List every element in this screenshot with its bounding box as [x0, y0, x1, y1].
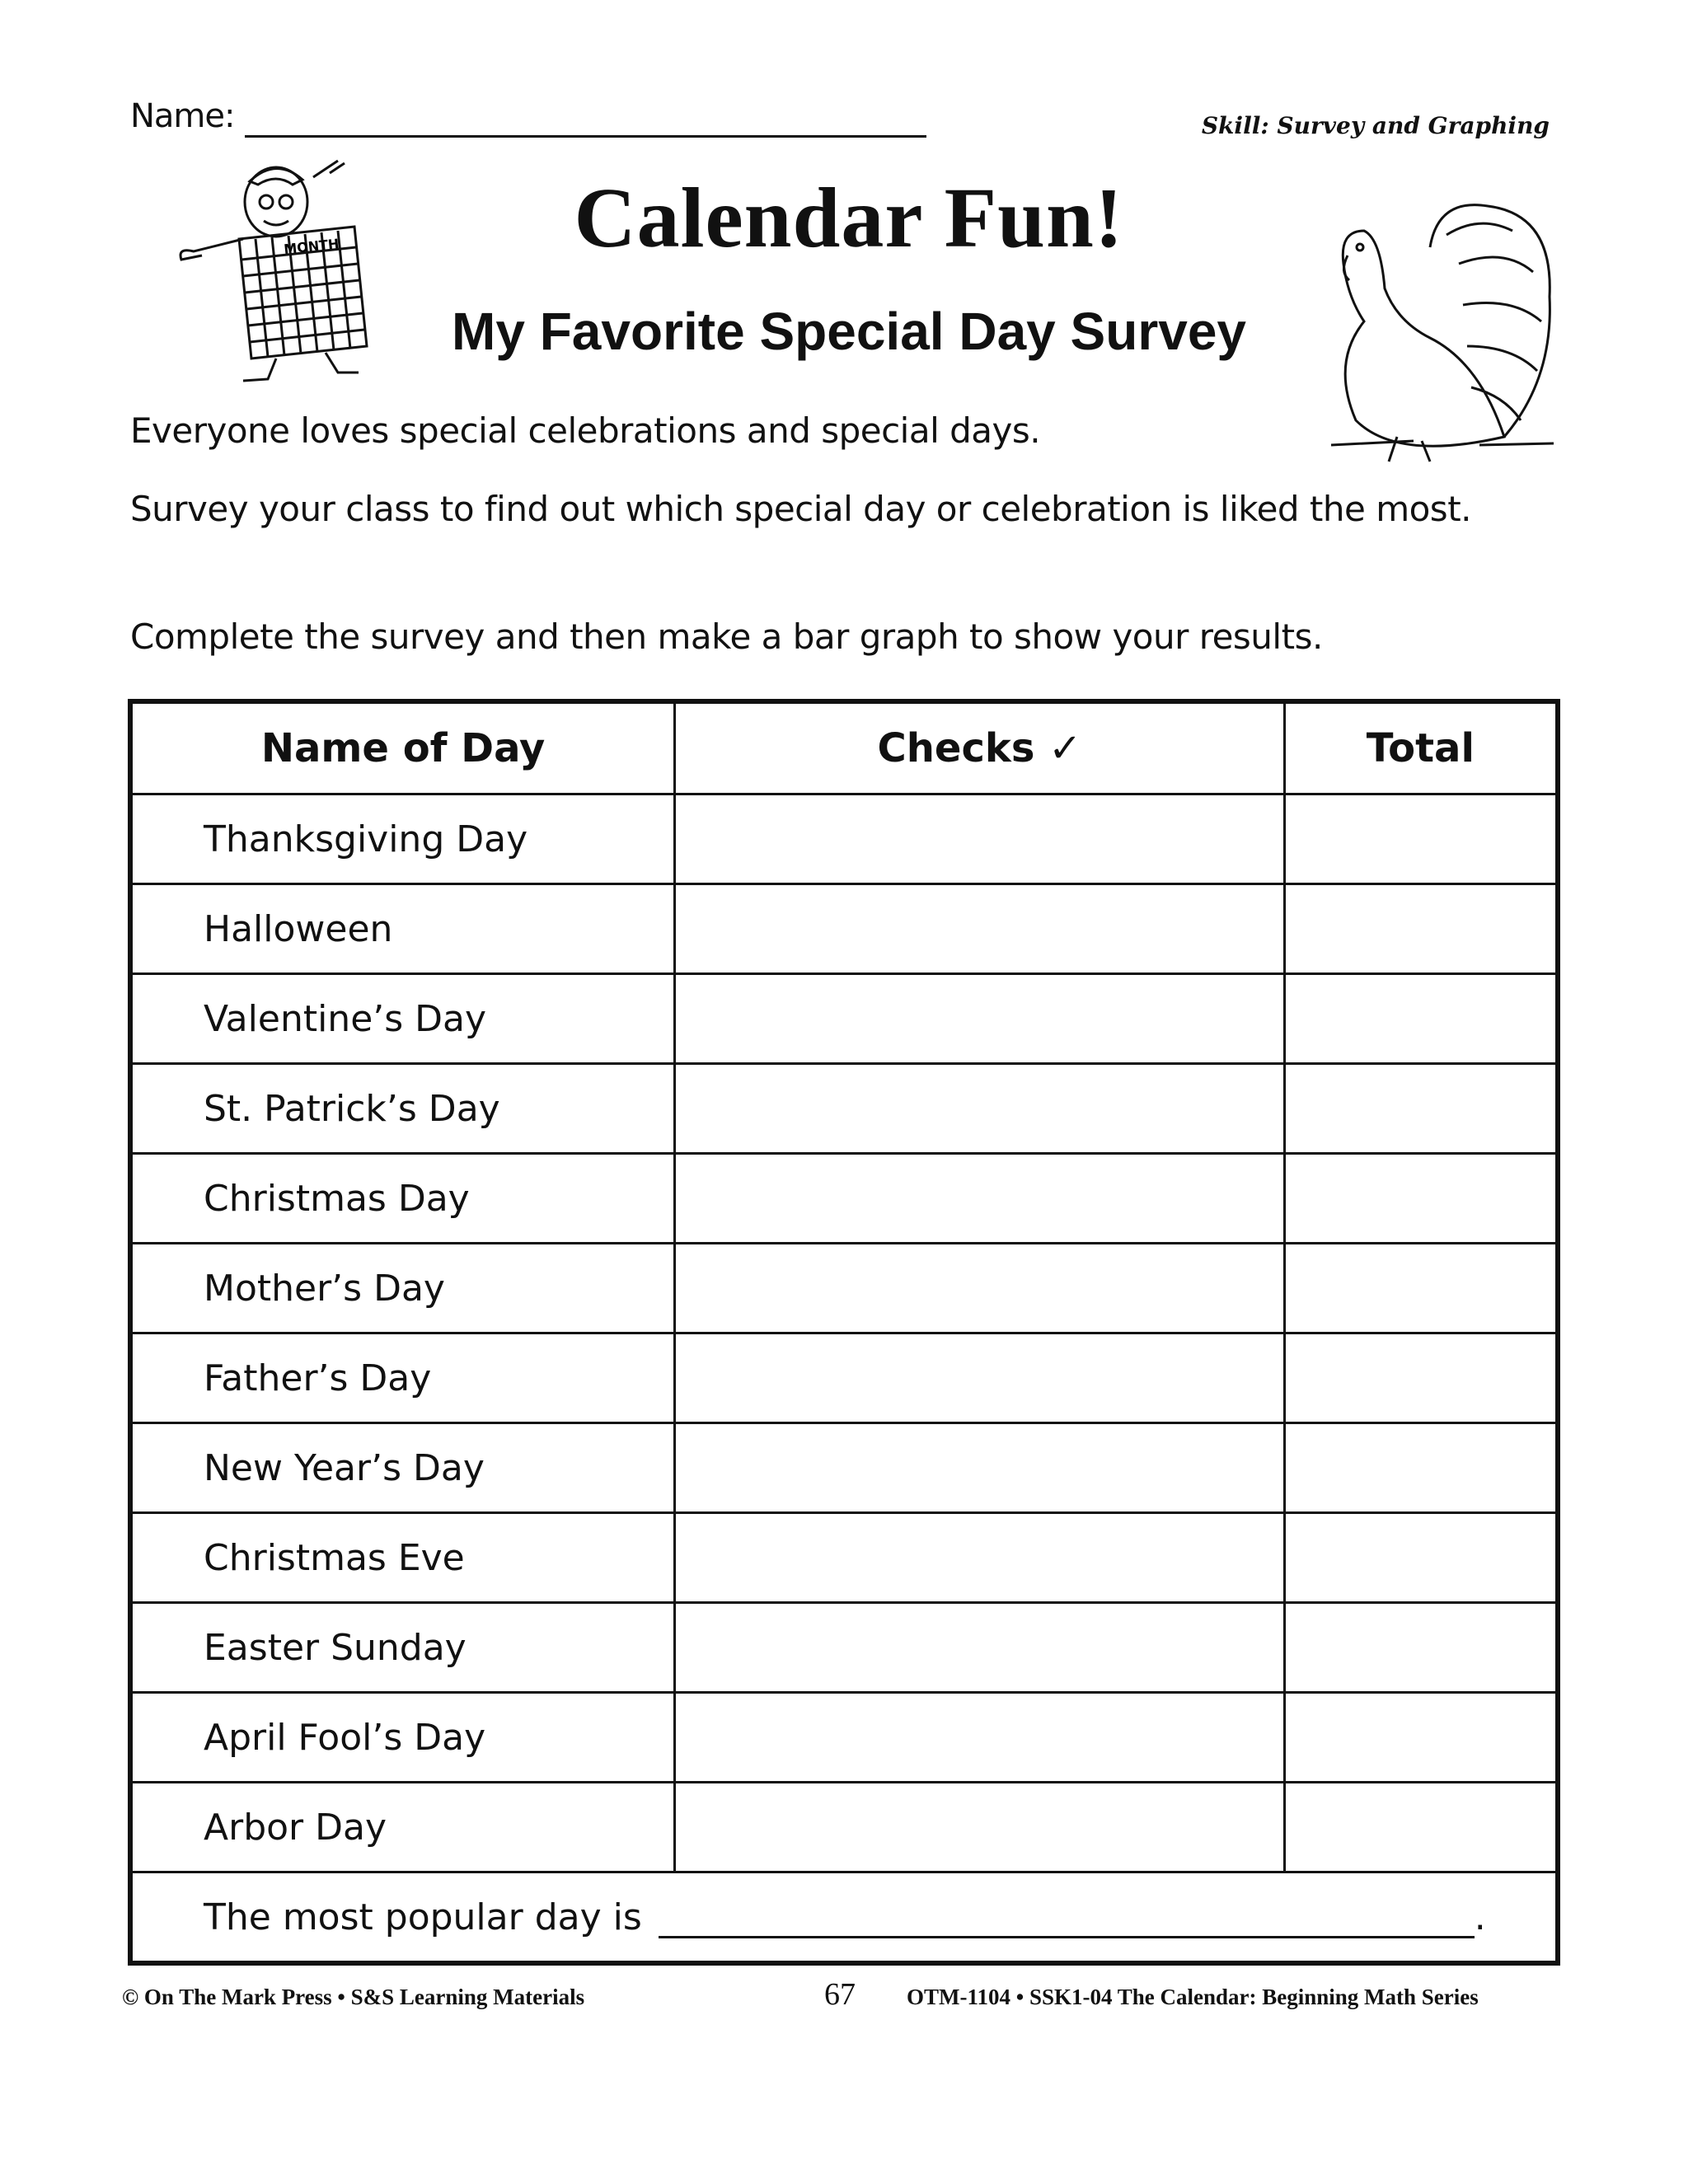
checks-cell[interactable] — [675, 1064, 1285, 1154]
table-row — [130, 1513, 1558, 1603]
day-name: New Year’s Day — [130, 1423, 675, 1513]
table-header-row — [130, 701, 1558, 794]
day-name: Easter Sunday — [130, 1603, 675, 1693]
instruction-2: Survey your class to find out which special day or celebration is liked the most. — [130, 489, 1472, 529]
table-row — [130, 1154, 1558, 1244]
checks-cell[interactable] — [675, 974, 1285, 1064]
total-cell[interactable] — [1284, 1423, 1558, 1513]
checks-cell[interactable] — [675, 794, 1285, 884]
checks-cell[interactable] — [675, 1333, 1285, 1423]
table-row — [130, 974, 1558, 1064]
total-cell[interactable] — [1284, 1154, 1558, 1244]
total-cell[interactable] — [1284, 794, 1558, 884]
total-cell[interactable] — [1284, 974, 1558, 1064]
total-cell[interactable] — [1284, 1333, 1558, 1423]
skill-label: Skill: Survey and Graphing — [1201, 112, 1550, 139]
total-cell[interactable] — [1284, 1064, 1558, 1154]
day-name: Father’s Day — [130, 1333, 675, 1423]
calendar-mascot-icon — [161, 157, 400, 387]
column-header-name: Name of Day — [130, 701, 675, 794]
page-number: 67 — [824, 1977, 856, 2012]
column-header-total: Total — [1284, 701, 1558, 794]
table-row — [130, 1064, 1558, 1154]
checks-cell[interactable] — [675, 1154, 1285, 1244]
table-row — [130, 794, 1558, 884]
day-name: Halloween — [130, 884, 675, 974]
total-cell[interactable] — [1284, 884, 1558, 974]
day-name: Christmas Day — [130, 1154, 675, 1244]
day-name: April Fool’s Day — [130, 1693, 675, 1783]
table-row — [130, 884, 1558, 974]
table-row — [130, 1244, 1558, 1333]
page-title: Calendar Fun! — [574, 171, 1124, 265]
table-row — [130, 1333, 1558, 1423]
day-name: St. Patrick’s Day — [130, 1064, 675, 1154]
table-row — [130, 1693, 1558, 1783]
copyright-text: © On The Mark Press • S&S Learning Materials — [122, 1985, 585, 2009]
total-cell[interactable] — [1284, 1603, 1558, 1693]
svg-text:MONTH: MONTH — [283, 236, 340, 257]
day-name: Arbor Day — [130, 1783, 675, 1872]
name-label: Name: — [130, 97, 235, 135]
table-row — [130, 1603, 1558, 1693]
instruction-3: Complete the survey and then make a bar graph to show your results. — [130, 616, 1323, 657]
instruction-1: Everyone loves special celebrations and special days. — [130, 410, 1041, 451]
day-name: Mother’s Day — [130, 1244, 675, 1333]
total-cell[interactable] — [1284, 1513, 1558, 1603]
most-popular-label: The most popular day is — [204, 1896, 642, 1938]
checks-cell[interactable] — [675, 1783, 1285, 1872]
series-text: OTM-1104 • SSK1-04 The Calendar: Beginning Math Series — [907, 1985, 1479, 2009]
period: . — [1474, 1896, 1486, 1938]
day-name: Valentine’s Day — [130, 974, 675, 1064]
table-row — [130, 1423, 1558, 1513]
total-cell[interactable] — [1284, 1783, 1558, 1872]
checks-cell[interactable] — [675, 1693, 1285, 1783]
table-footer-row — [130, 1872, 1558, 1964]
checks-cell[interactable] — [675, 1603, 1285, 1693]
most-popular-row — [130, 1872, 1558, 1964]
total-cell[interactable] — [1284, 1693, 1558, 1783]
table-row — [130, 1783, 1558, 1872]
survey-table — [128, 699, 1560, 1966]
total-cell[interactable] — [1284, 1244, 1558, 1333]
checks-cell[interactable] — [675, 884, 1285, 974]
checks-cell[interactable] — [675, 1513, 1285, 1603]
name-field-line[interactable] — [245, 135, 926, 138]
column-header-checks: Checks ✓ — [675, 701, 1285, 794]
checks-cell[interactable] — [675, 1244, 1285, 1333]
most-popular-answer-line[interactable] — [659, 1908, 1475, 1938]
checks-cell[interactable] — [675, 1423, 1285, 1513]
page-subtitle: My Favorite Special Day Survey — [452, 302, 1246, 361]
day-name: Thanksgiving Day — [130, 794, 675, 884]
day-name: Christmas Eve — [130, 1513, 675, 1603]
